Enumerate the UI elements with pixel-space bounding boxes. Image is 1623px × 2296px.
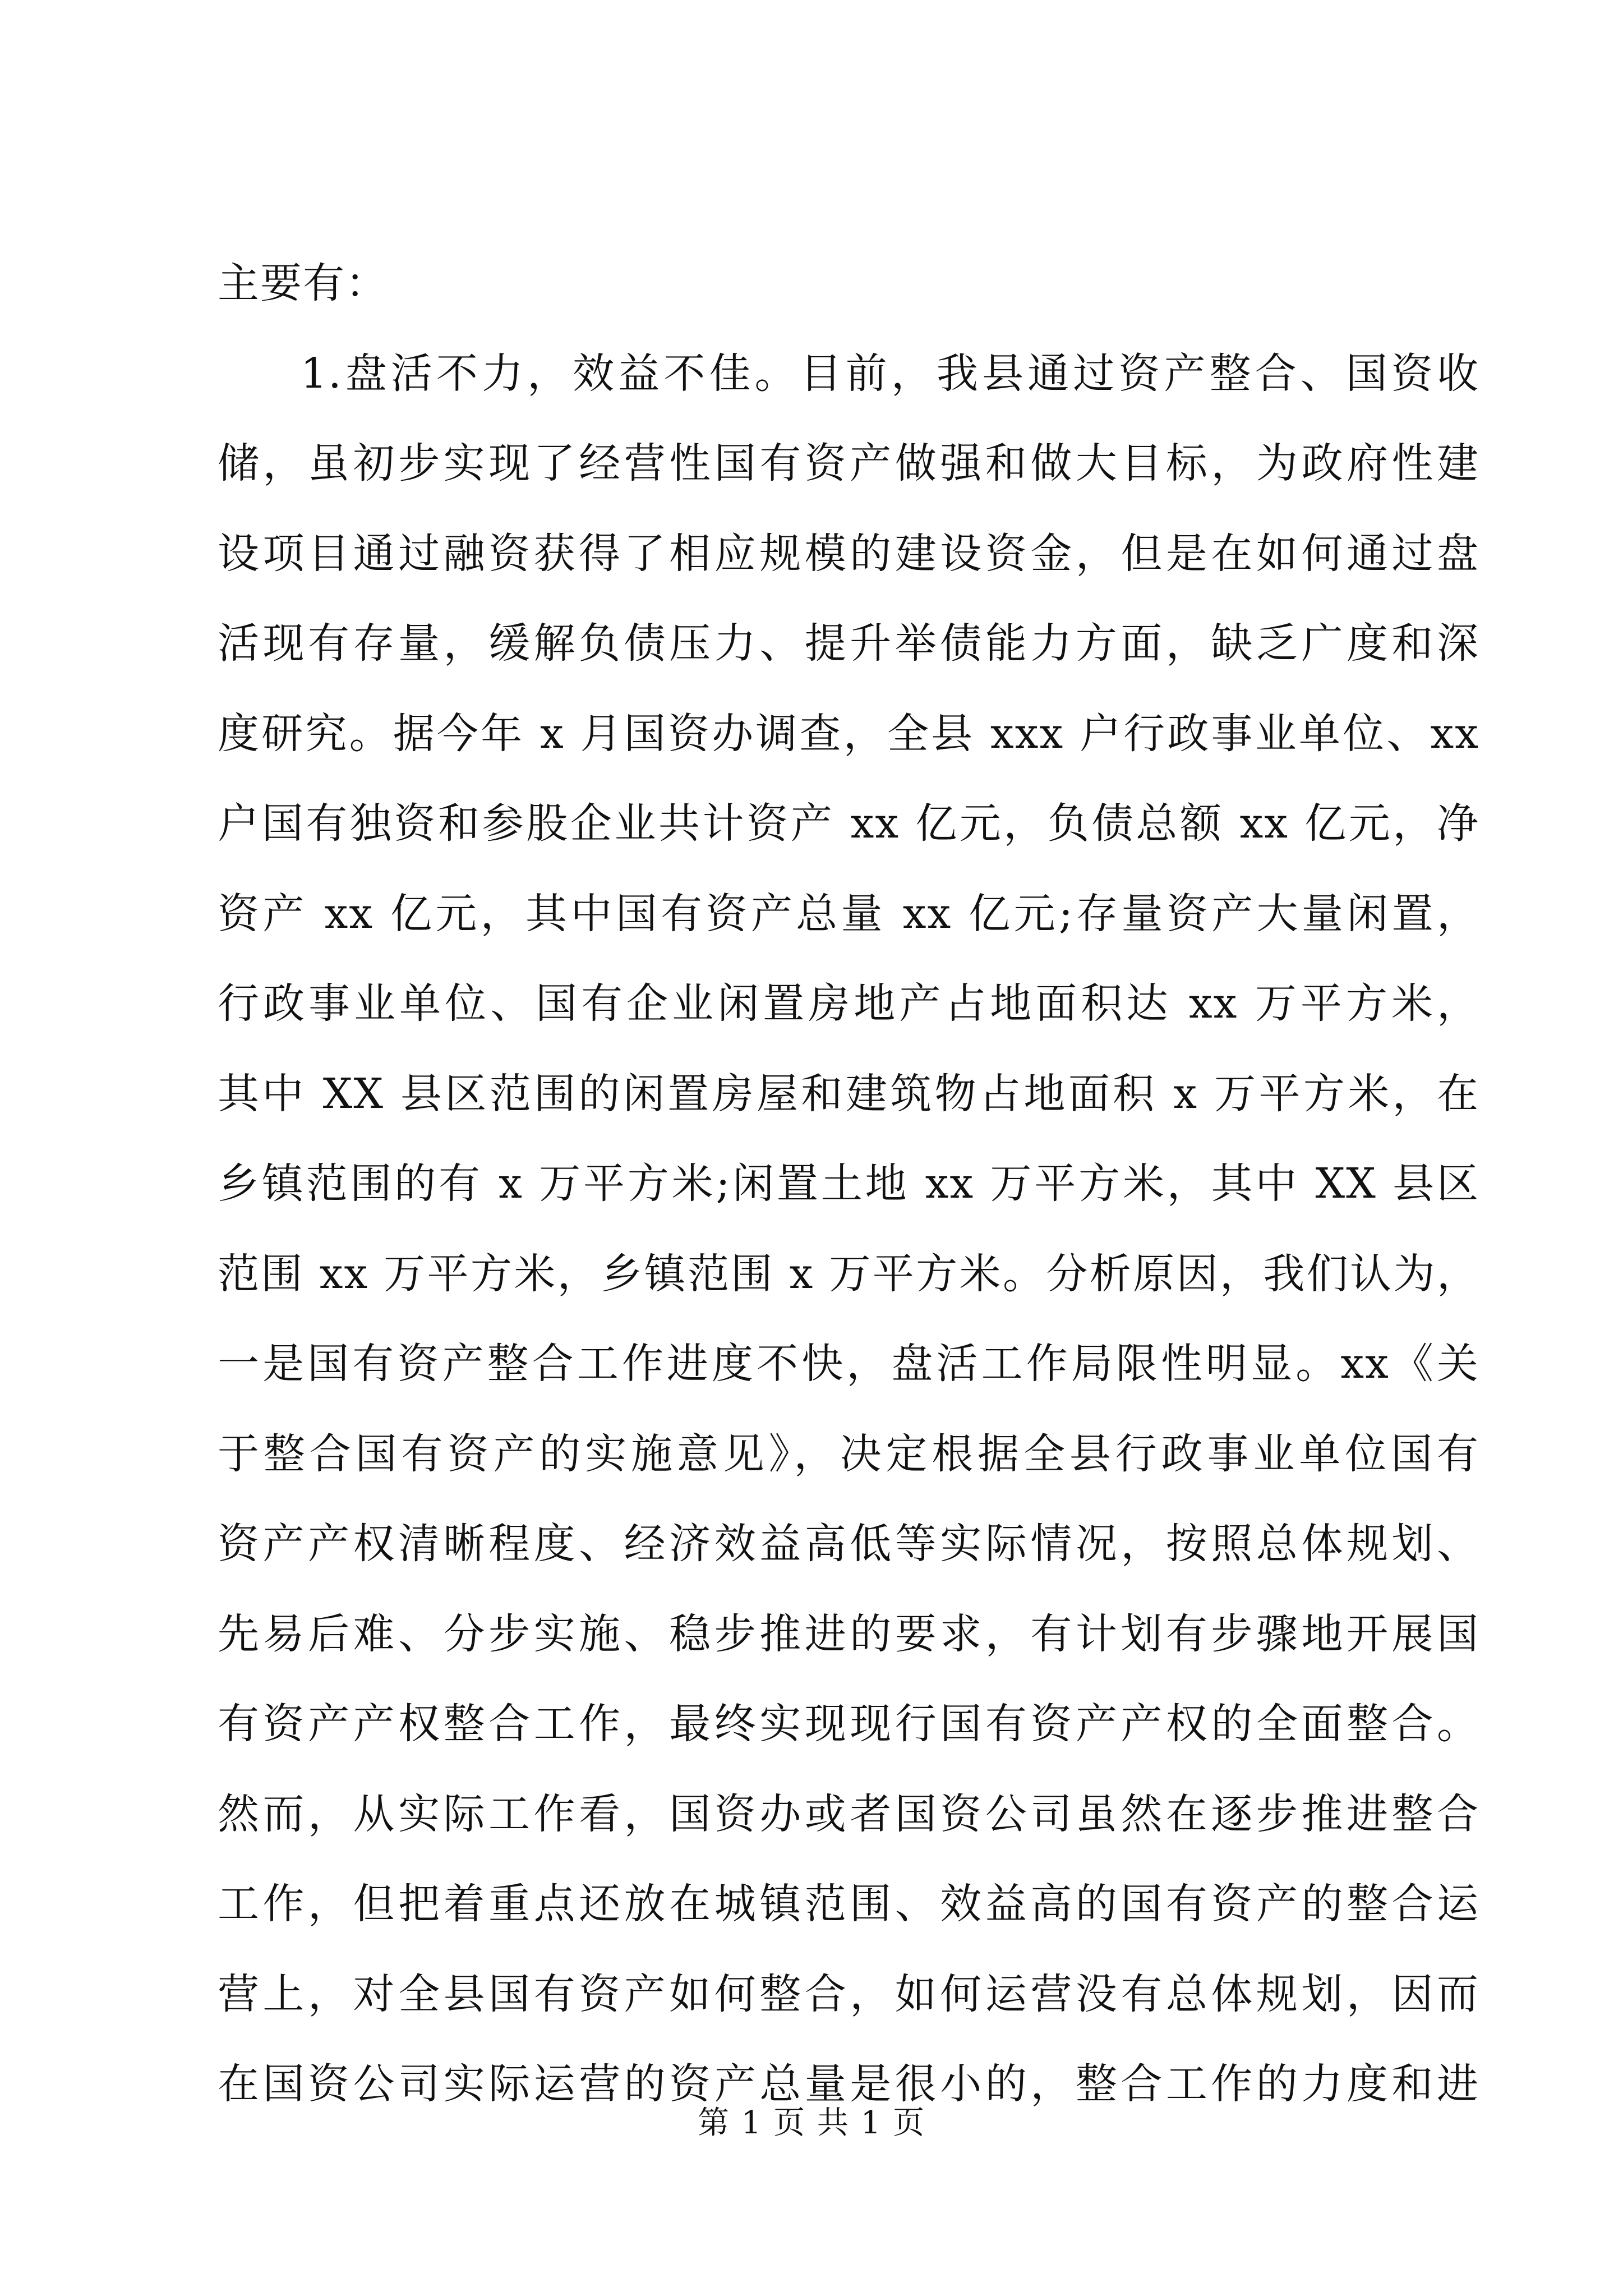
text-line-1: 主要有： [218,259,388,307]
text-line-3: 储，虽初步实现了经营性国有资产做强和做大目标，为政府性建 [218,439,1479,487]
text-line-7: 户国有独资和参股企业共计资产 xx 亿元，负债总额 xx 亿元，净 [218,799,1479,848]
text-line-15: 资产产权清晰程度、经济效益高低等实际情况，按照总体规划、 [218,1520,1479,1568]
text-line-14: 于整合国有资产的实施意见》，决定根据全县行政事业单位国有 [218,1429,1479,1478]
text-line-4: 设项目通过融资获得了相应规模的建设资金，但是在如何通过盘 [218,529,1479,578]
text-line-19: 工作，但把着重点还放在城镇范围、效益高的国有资产的整合运 [218,1880,1479,1928]
text-line-13: 一是国有资产整合工作进度不快，盘活工作局限性明显。xx《关 [218,1340,1479,1388]
text-line-8: 资产 xx 亿元，其中国有资产总量 xx 亿元;存量资产大量闲置， [218,889,1479,938]
document-body [218,238,1479,2129]
text-line-5: 活现有存量，缓解负债压力、提升举债能力方面，缺乏广度和深 [218,619,1479,668]
text-line-16: 先易后难、分步实施、稳步推进的要求，有计划有步骤地开展国 [218,1609,1479,1658]
text-line-18: 然而，从实际工作看，国资办或者国资公司虽然在逐步推进整合 [218,1789,1479,1838]
text-line-21: 在国资公司实际运营的资产总量是很小的，整合工作的力度和进 [218,2060,1479,2108]
text-line-20: 营上，对全县国有资产如何整合，如何运营没有总体规划，因而 [218,1970,1479,2018]
text-line-9: 行政事业单位、国有企业闲置房地产占地面积达 xx 万平方米， [218,979,1479,1028]
text-line-6: 度研究。据今年 x 月国资办调查，全县 xxx 户行政事业单位、xx [218,709,1479,758]
page-footer: 第 1 页 共 1 页 [697,2105,926,2141]
text-line-2: 1.盘活不力，效益不佳。目前，我县通过资产整合、国资收 [301,349,1479,398]
text-line-10: 其中 XX 县区范围的闲置房屋和建筑物占地面积 x 万平方米，在 [218,1069,1479,1118]
text-line-11: 乡镇范围的有 x 万平方米;闲置土地 xx 万平方米，其中 XX 县区 [218,1159,1479,1208]
text-line-17: 有资产产权整合工作，最终实现现行国有资产产权的全面整合。 [218,1700,1479,1748]
text-line-12: 范围 xx 万平方米，乡镇范围 x 万平方米。分析原因，我们认为， [218,1249,1479,1298]
